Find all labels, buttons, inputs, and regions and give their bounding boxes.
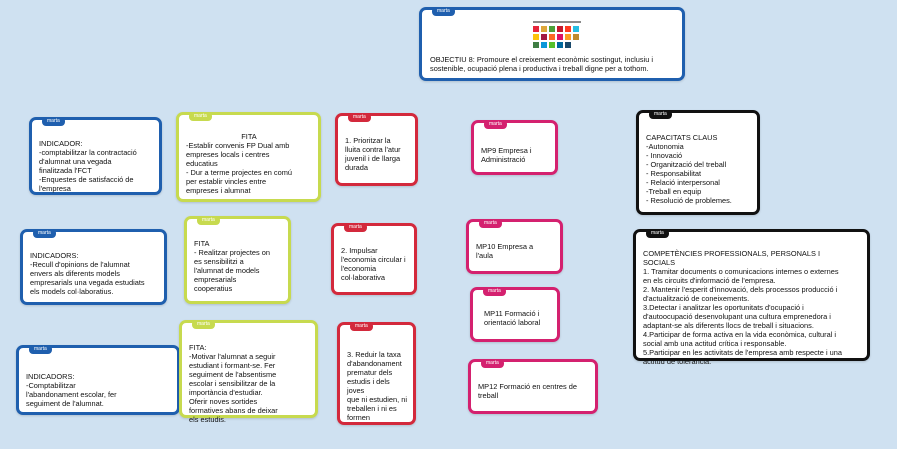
author-tag: marta [197, 216, 220, 225]
module-card-mp12[interactable] [468, 359, 598, 414]
fita-title: FITA [194, 239, 210, 248]
author-tag: marta [484, 120, 507, 129]
author-tag: marta [29, 345, 52, 354]
author-tag: marta [192, 320, 215, 329]
capacitats-card[interactable] [636, 110, 760, 215]
indicator-text: INDICADORS: -Comptabilitzar l'abandonament escolar, fer seguiment de l'alumnat. [26, 372, 117, 409]
capacitats-text: CAPACITATS CLAUS -Autonomia - Innovació - Organització del treball - Responsabilitat - Relació interpersonal -Treball en equip - Resolució de problemes. [646, 133, 732, 206]
fita-text: -Motivar l'alumnat a seguir estudiant i formant-se. Fer seguiment de l'absentisme escolar i sensibilitzar de la importància d'estudiar. Oferir noves sortides formatives abans de deixar els estudis. [189, 352, 278, 425]
module-text: MP10 Empresa a l'aula [476, 242, 534, 261]
sdg-tile [541, 34, 547, 40]
fita-card-1[interactable] [176, 112, 321, 202]
goal-text: 3. Reduir la taxa d'abandonament prematur dels estudis i dels joves que ni estudien, ni treballen i ni es formen [347, 350, 407, 423]
module-card-mp9[interactable] [471, 120, 558, 175]
sdg-tile [533, 26, 539, 32]
indicator-text: INDICADORS: -Recull d'opinions de l'alumnat envers als diferents models empresarials una vegada estudiats els models col·laboratius. [30, 251, 145, 297]
author-tag: marta [479, 219, 502, 228]
fita-title: FITA [241, 132, 257, 141]
fita-title: FITA: [189, 343, 207, 352]
module-card-mp10[interactable] [466, 219, 563, 274]
objective-text: OBJECTIU 8: Promoure el creixement econòmic sostingut, inclusiu i sostenible, ocupació plena i productiva i treball digne per a tothom. [430, 55, 654, 74]
indicator-card-2[interactable] [20, 229, 167, 305]
sdg-tile [557, 34, 563, 40]
sdg-tile [565, 34, 571, 40]
sdg-tile [573, 34, 579, 40]
sdg-tile [549, 34, 555, 40]
competencies-card[interactable] [633, 229, 870, 367]
author-tag: marta [350, 322, 373, 331]
goal-card-2[interactable] [331, 223, 417, 295]
goal-card-3[interactable] [337, 322, 416, 425]
goal-text: 2. Impulsar l'economia circular i l'economia col·laborativa [341, 246, 406, 283]
author-tag: marta [189, 112, 212, 121]
fita-text: - Realitzar projectes on es sensibilitzi a l'alumnat de models empresarials cooperatius [194, 248, 270, 294]
sdg-tile [557, 42, 563, 48]
sdg-tile [541, 42, 547, 48]
competencies-text: COMPETÈNCIES PROFESSIONALS, PERSONALS I SOCIALS 1. Tramitar documents o comunicacions internes o externes en els circuits d'informació de l'empresa. 2. Mantenir l'esperit d'innovació, dels processos producció i d'actualització de coneixements. 3.Detectar i analitzar les oportunitats d'ocupació i d'autoocupació desenvolupant una cultura emprenedora i adaptant-se als diferents llocs de treball i situacions. 4.Participar de forma activa en la vida econòmica, cultural i social amb una actitud crítica i responsable. 5.Participar en les activitats de l'empresa amb respecte i una actitud de tolerància. [643, 249, 843, 367]
indicator-text: INDICADOR: -comptabilitzar la contractació d'alumnat una vegada finalitzada l'FCT -Enquestes de satisfacció de l'empresa [39, 139, 137, 194]
author-tag: marta [33, 229, 56, 238]
fita-card-2[interactable] [184, 216, 291, 304]
sdg-tile [541, 26, 547, 32]
goal-text: 1. Prioritzar la lluita contra l'atur juvenil i de llarga durada [345, 136, 401, 173]
sdg-logo [529, 21, 585, 49]
author-tag: marta [481, 359, 504, 368]
sdg-tile [573, 26, 579, 32]
author-tag: marta [649, 110, 672, 119]
module-text: MP12 Formació en centres de treball [478, 382, 577, 401]
objective-card[interactable] [419, 7, 685, 81]
sdg-tile [565, 26, 571, 32]
fita-card-3[interactable] [179, 320, 318, 425]
sdg-tile [565, 42, 571, 48]
author-tag: marta [432, 7, 455, 16]
author-tag: marta [344, 223, 367, 232]
author-tag: marta [646, 229, 669, 238]
module-text: MP11 Formació i orientació laboral [484, 309, 541, 328]
module-text: MP9 Empresa i Administració [481, 146, 532, 165]
fita-text: -Establir convenis FP Dual amb empreses locals i centres educatius - Dur a terme projectes en comú per establir vincles entre empreses i alumnat [186, 141, 292, 196]
sdg-tile [557, 26, 563, 32]
sdg-tile [533, 42, 539, 48]
goal-card-1[interactable] [335, 113, 418, 186]
indicator-card-1[interactable] [29, 117, 162, 195]
sdg-tile [533, 34, 539, 40]
author-tag: marta [42, 117, 65, 126]
indicator-card-3[interactable] [16, 345, 180, 415]
author-tag: marta [348, 113, 371, 122]
author-tag: marta [483, 287, 506, 296]
sdg-tile [549, 26, 555, 32]
sdg-tile [549, 42, 555, 48]
module-card-mp11[interactable] [470, 287, 560, 342]
